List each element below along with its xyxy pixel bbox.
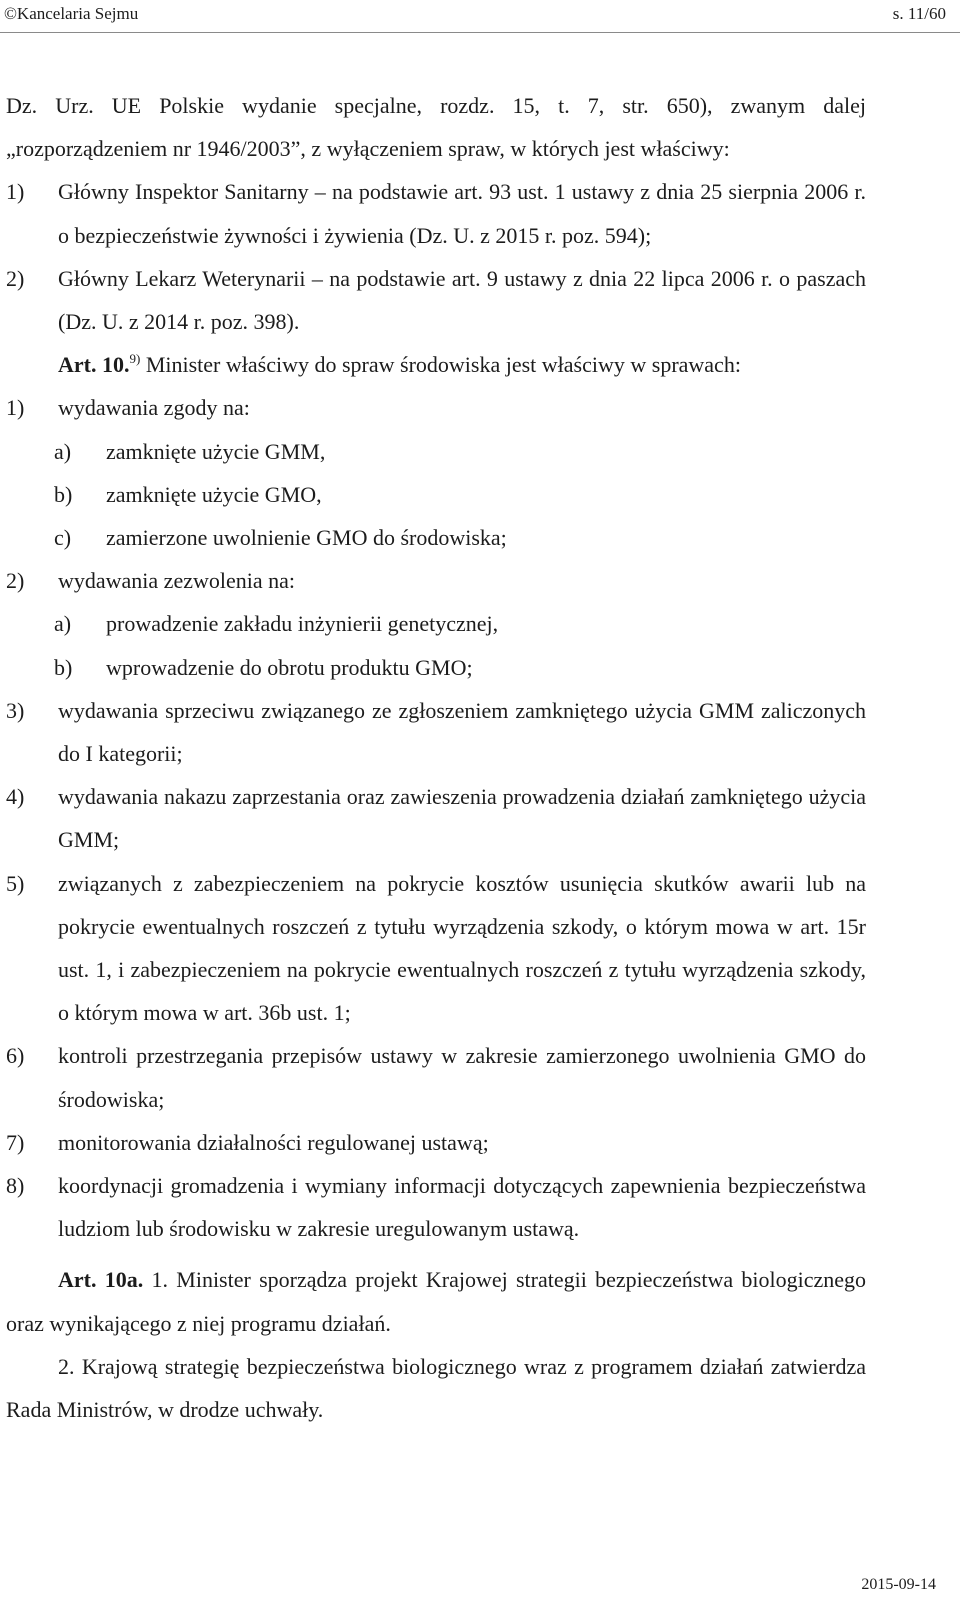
- art10-subitem: [6, 646, 866, 689]
- art10a-para2: [6, 1345, 866, 1431]
- art10-item: [6, 559, 866, 602]
- art10-subitem: [6, 430, 866, 473]
- art10-item: [6, 1121, 866, 1164]
- item-text: koordynacji gromadzenia i wymiany informacji dotyczących zapewnienia bezpieczeństwa ludziom lub środowisku w zakresie uregulowanym ustawą.: [58, 1173, 866, 1242]
- art10-subitem: [6, 516, 866, 559]
- item-text: wydawania zgody na:: [58, 395, 250, 421]
- art10-item: [6, 1164, 866, 1250]
- item-text: monitorowania działalności regulowanej ustawą;: [58, 1129, 489, 1155]
- page-header: [0, 0, 960, 46]
- art10-subitem: [6, 602, 866, 645]
- item-number: 3): [6, 697, 25, 723]
- item-number: 6): [6, 1043, 25, 1069]
- continuation-line: Dz. Urz. UE Polskie wydanie specjalne, rozdz. 15, t. 7, str. 650), zwanym dalej: [6, 93, 866, 118]
- subitem-text: zamknięte użycie GMO,: [106, 481, 322, 507]
- art10-item: [6, 386, 866, 429]
- subitem-text: zamierzone uwolnienie GMO do środowiska;: [106, 525, 507, 551]
- paragraph-text: 2. Krajową strategię bezpieczeństwa biologicznego wraz z programem działań zatwierdza Rada Ministrów, w drodze uchwały.: [6, 1353, 866, 1423]
- subitem-text: zamknięte użycie GMM,: [106, 438, 326, 464]
- continuation-line: „rozporządzeniem nr 1946/2003”, z wyłączeniem spraw, w których jest właściwy:: [6, 136, 730, 162]
- art10-subitem: [6, 473, 866, 516]
- article-label: Art. 10.: [58, 352, 130, 378]
- item-number: 1): [6, 395, 25, 421]
- art10-item: [6, 775, 866, 861]
- page-number: s. 11/60: [892, 4, 946, 23]
- art10-heading: [6, 343, 866, 386]
- subitem-letter: b): [54, 654, 73, 680]
- subitem-letter: b): [54, 481, 73, 507]
- art9-item: [6, 257, 866, 343]
- item-text: wydawania nakazu zaprzestania oraz zawieszenia prowadzenia działań zamkniętego użycia GMM;: [58, 784, 866, 853]
- item-text: wydawania zezwolenia na:: [58, 568, 295, 594]
- item-number: 2): [6, 568, 25, 594]
- subitem-text: prowadzenie zakładu inżynierii genetycznej,: [106, 611, 499, 637]
- footnote-marker: 9): [129, 351, 141, 367]
- art9-item: [6, 170, 866, 256]
- paragraph-text: 1. Minister sporządza projekt Krajowej strategii bezpieczeństwa biologicznego oraz wynikającego z niej programu działań.: [6, 1267, 867, 1336]
- art10-item: [6, 689, 866, 775]
- copyright-notice: ©Kancelaria Sejmu: [4, 4, 139, 23]
- subitem-letter: a): [54, 611, 72, 637]
- item-text: Główny Inspektor Sanitarny – na podstawie art. 93 ust. 1 ustawy z dnia 25 sierpnia 2006 r. o bezpieczeństwie żywności i żywienia (Dz. U. z 2015 r. poz. 594);: [58, 179, 866, 248]
- art10-item: [6, 862, 866, 1035]
- item-number: 7): [6, 1129, 25, 1155]
- document-date: 2015-09-14: [861, 1576, 936, 1593]
- item-number: 2): [6, 265, 25, 291]
- item-text: Główny Lekarz Weterynarii – na podstawie art. 9 ustawy z dnia 22 lipca 2006 r. o paszach (Dz. U. z 2014 r. poz. 398).: [58, 265, 866, 335]
- item-number: 8): [6, 1173, 25, 1199]
- item-text: związanych z zabezpieczeniem na pokrycie kosztów usunięcia skutków awarii lub na pokrycie ewentualnych roszczeń z tytułu wyrządzenia szkody, o którym mowa w art. 15r ust. 1, i zabezpieczeniem na pokrycie ewentualnych roszczeń z tytułu wyrządzenia szkody, o którym mowa w art. 36b ust. 1;: [58, 870, 866, 1026]
- header-divider: [0, 32, 960, 33]
- item-number: 4): [6, 784, 25, 810]
- document-body: [6, 84, 866, 1431]
- subitem-letter: a): [54, 438, 72, 464]
- item-text: wydawania sprzeciwu związanego ze zgłoszeniem zamkniętego użycia GMM zaliczonych do I kategorii;: [58, 697, 866, 767]
- subitem-letter: c): [54, 525, 72, 551]
- subitem-text: wprowadzenie do obrotu produktu GMO;: [106, 654, 473, 680]
- article-label: Art. 10a.: [58, 1267, 144, 1293]
- art10a-para1: [6, 1258, 866, 1344]
- art10-item: [6, 1034, 866, 1120]
- article-intro: Minister właściwy do spraw środowiska jest właściwy w sprawach:: [145, 352, 741, 378]
- item-number: 1): [6, 179, 25, 205]
- item-number: 5): [6, 870, 25, 896]
- item-text: kontroli przestrzegania przepisów ustawy w zakresie zamierzonego uwolnienia GMO do środowiska;: [58, 1043, 866, 1112]
